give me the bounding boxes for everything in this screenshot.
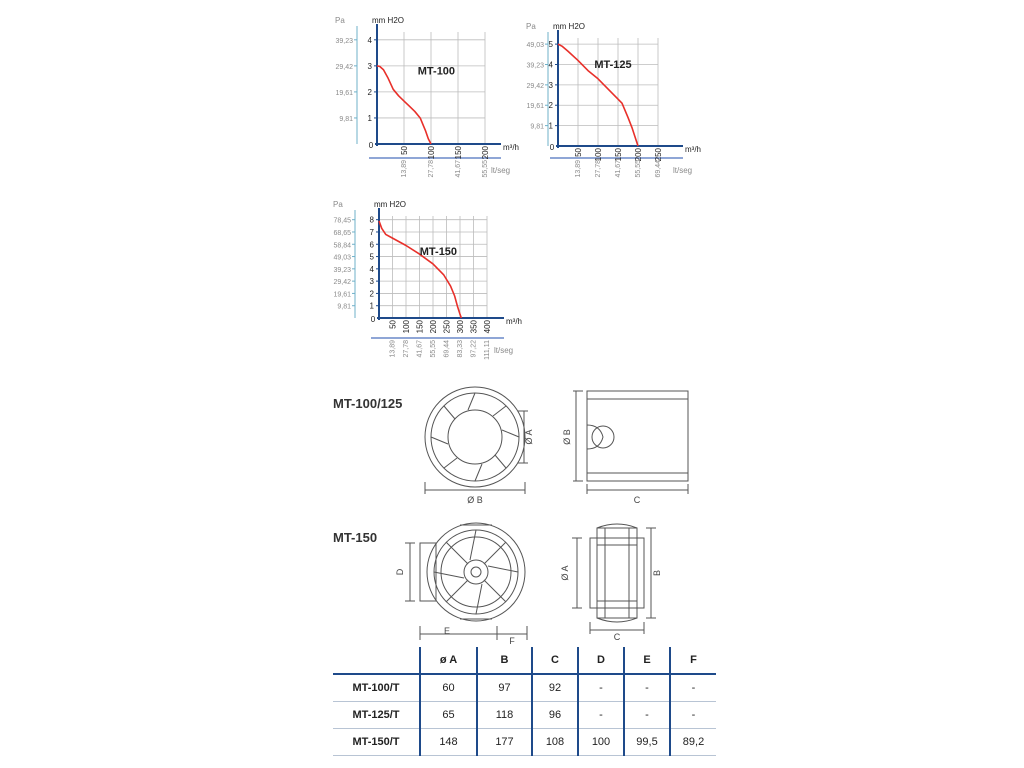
table-header-c: C (532, 647, 578, 674)
pa-tick-label: 19,61 (526, 103, 544, 111)
mt150-dim-d-label: D (395, 568, 405, 576)
table-cell: 177 (477, 729, 532, 756)
mt150-outer-ring (427, 523, 525, 621)
lts-tick-label: 97,22 (470, 340, 478, 358)
x-axis-label: m³/h (506, 317, 522, 326)
pa-axis-label: Pa (526, 22, 536, 31)
chart-title: MT-100 (417, 65, 456, 78)
table-cell: 96 (532, 702, 578, 729)
pa-tick-label: 49,03 (333, 254, 351, 262)
table-cell: - (670, 702, 716, 729)
table-cell: 100 (578, 729, 624, 756)
pa-tick-label: 9,81 (530, 123, 544, 131)
lts-tick-label: 41,67 (615, 160, 622, 178)
pa-tick-label: 49,03 (526, 42, 544, 50)
x-axis-label: m³/h (685, 145, 701, 154)
lts-tick-label: 27,78 (428, 160, 435, 178)
table-cell-model: MT-150/T (352, 736, 400, 748)
y-axis-label: mm H2O (374, 200, 406, 209)
x-tick-label: 150 (614, 148, 623, 162)
table-cell: 89,2 (670, 729, 716, 756)
mt100-dim-c-label: C (633, 495, 641, 505)
x-tick-label: 50 (388, 320, 398, 329)
mt100-diagram-title: MT-100/125 (333, 396, 403, 411)
table-cell-model: MT-100/T (352, 682, 400, 694)
table-cell: 99,5 (624, 729, 670, 756)
y-tick-label: 5 (548, 40, 553, 50)
pa-tick-label: 39,23 (335, 37, 353, 45)
mt150-dim-b-label: B (652, 569, 662, 577)
lts-tick-label: 41,67 (455, 160, 462, 178)
table-cell: 118 (477, 702, 532, 729)
lts-tick-label: 111,11 (484, 340, 491, 360)
x2-axis-label: lt/seg (494, 346, 514, 355)
table-header-row (333, 647, 716, 674)
x-tick-label: 200 (634, 148, 643, 162)
mt150-dim-c-label: C (613, 632, 621, 642)
y-tick-label: 3 (369, 277, 374, 287)
y-tick-label: 1 (548, 121, 553, 131)
x-tick-label: 250 (442, 320, 452, 334)
table-cell: 148 (420, 729, 477, 756)
y-tick-label: 5 (369, 252, 374, 262)
mt150-dim-e-label: E (443, 626, 451, 636)
y-tick-label: 2 (548, 101, 553, 111)
mt150-diagram-title: MT-150 (333, 530, 378, 545)
pa-axis-label: Pa (333, 200, 343, 209)
pa-tick-label: 58,84 (333, 242, 351, 250)
pa-tick-label: 19,61 (335, 89, 353, 97)
x2-axis-label: lt/seg (491, 166, 511, 175)
lts-tick-label: 55,55 (482, 160, 489, 178)
mt100-side-dim-b-label: Ø B (562, 429, 572, 445)
x-tick-label: 200 (481, 146, 490, 160)
lts-tick-label: 83,33 (457, 340, 464, 358)
x-tick-label: 150 (454, 146, 463, 160)
table-cell: 65 (420, 702, 477, 729)
table-header-f: F (670, 647, 716, 674)
y-axis-label: mm H2O (372, 16, 404, 25)
table-cell: - (624, 674, 670, 702)
y-tick-label: 4 (367, 35, 372, 45)
pa-tick-label: 78,45 (333, 217, 351, 225)
x-tick-label: 0 (368, 141, 374, 150)
x-axis-label: m³/h (503, 143, 519, 152)
x-tick-label: 100 (402, 320, 411, 334)
y-tick-label: 3 (367, 61, 372, 71)
lts-tick-label: 13,89 (401, 160, 408, 178)
x-tick-label: 0 (370, 315, 376, 324)
pa-tick-label: 29,42 (335, 63, 353, 71)
lts-tick-label: 41,67 (416, 340, 424, 358)
table-cell: - (578, 674, 624, 702)
table-header-e: E (624, 647, 670, 674)
pa-axis-label: Pa (335, 16, 345, 25)
table-cell: - (578, 702, 624, 729)
y-tick-label: 4 (369, 264, 374, 274)
y-tick-label: 1 (367, 113, 372, 123)
table-row (333, 702, 716, 729)
table-header-b: B (477, 647, 532, 674)
x-tick-label: 0 (549, 143, 555, 152)
pa-tick-label: 29,42 (526, 82, 544, 90)
y-tick-label: 7 (369, 227, 374, 237)
table-cell: - (670, 674, 716, 702)
x-tick-label: 350 (469, 320, 479, 334)
pa-tick-label: 39,23 (333, 266, 351, 274)
table-row (333, 729, 716, 756)
table-cell: 92 (532, 674, 578, 702)
lts-tick-label: 55,55 (635, 160, 642, 178)
x-tick-label: 100 (427, 146, 436, 160)
table-cell: - (624, 702, 670, 729)
x-tick-label: 250 (654, 148, 663, 162)
mt100-dim-b-label: Ø B (467, 495, 483, 505)
x-tick-label: 50 (574, 148, 583, 157)
y-tick-label: 8 (369, 215, 374, 225)
lts-tick-label: 27,78 (595, 160, 602, 178)
y-tick-label: 3 (548, 80, 553, 90)
lts-tick-label: 55,55 (430, 340, 437, 358)
lts-tick-label: 69,44 (443, 340, 451, 358)
table-header-d: D (578, 647, 624, 674)
y-tick-label: 1 (369, 301, 374, 311)
table-cell: 60 (420, 674, 477, 702)
y-tick-label: 2 (367, 87, 372, 97)
lts-tick-label: 13,89 (575, 160, 582, 178)
table-row (333, 674, 716, 702)
pa-tick-label: 9,81 (337, 303, 351, 311)
y-axis-label: mm H2O (553, 22, 585, 31)
table-header-a: ø A (420, 647, 477, 674)
x2-axis-label: lt/seg (673, 166, 693, 175)
lts-tick-label: 69,44 (655, 160, 662, 178)
mt150-dim-a-label: Ø A (560, 565, 570, 581)
x-tick-label: 400 (483, 320, 492, 334)
x-tick-label: 300 (456, 320, 465, 334)
lts-tick-label: 13,89 (389, 340, 397, 358)
table-cell: 97 (477, 674, 532, 702)
x-tick-label: 100 (594, 148, 603, 162)
lts-tick-label: 27,78 (403, 340, 410, 358)
y-tick-label: 6 (369, 240, 374, 250)
pa-tick-label: 19,61 (333, 291, 351, 299)
table-header-model (333, 647, 420, 674)
x-tick-label: 150 (415, 320, 425, 334)
y-tick-label: 4 (548, 60, 553, 70)
y-tick-label: 2 (369, 289, 374, 299)
pa-tick-label: 9,81 (339, 115, 353, 123)
x-tick-label: 50 (400, 146, 409, 155)
table-cell-model: MT-125/T (352, 709, 400, 721)
mt150-dim-f-label: F (509, 636, 515, 646)
chart-title: MT-125 (594, 59, 632, 72)
dimensions-table (333, 647, 716, 756)
pa-tick-label: 39,23 (526, 62, 544, 70)
x-tick-label: 200 (429, 320, 438, 334)
chart-title: MT-150 (419, 245, 458, 258)
pa-tick-label: 29,42 (333, 279, 351, 287)
mt100-dim-a-label: Ø A (524, 429, 534, 445)
pa-tick-label: 68,65 (333, 229, 351, 237)
table-cell: 108 (532, 729, 578, 756)
